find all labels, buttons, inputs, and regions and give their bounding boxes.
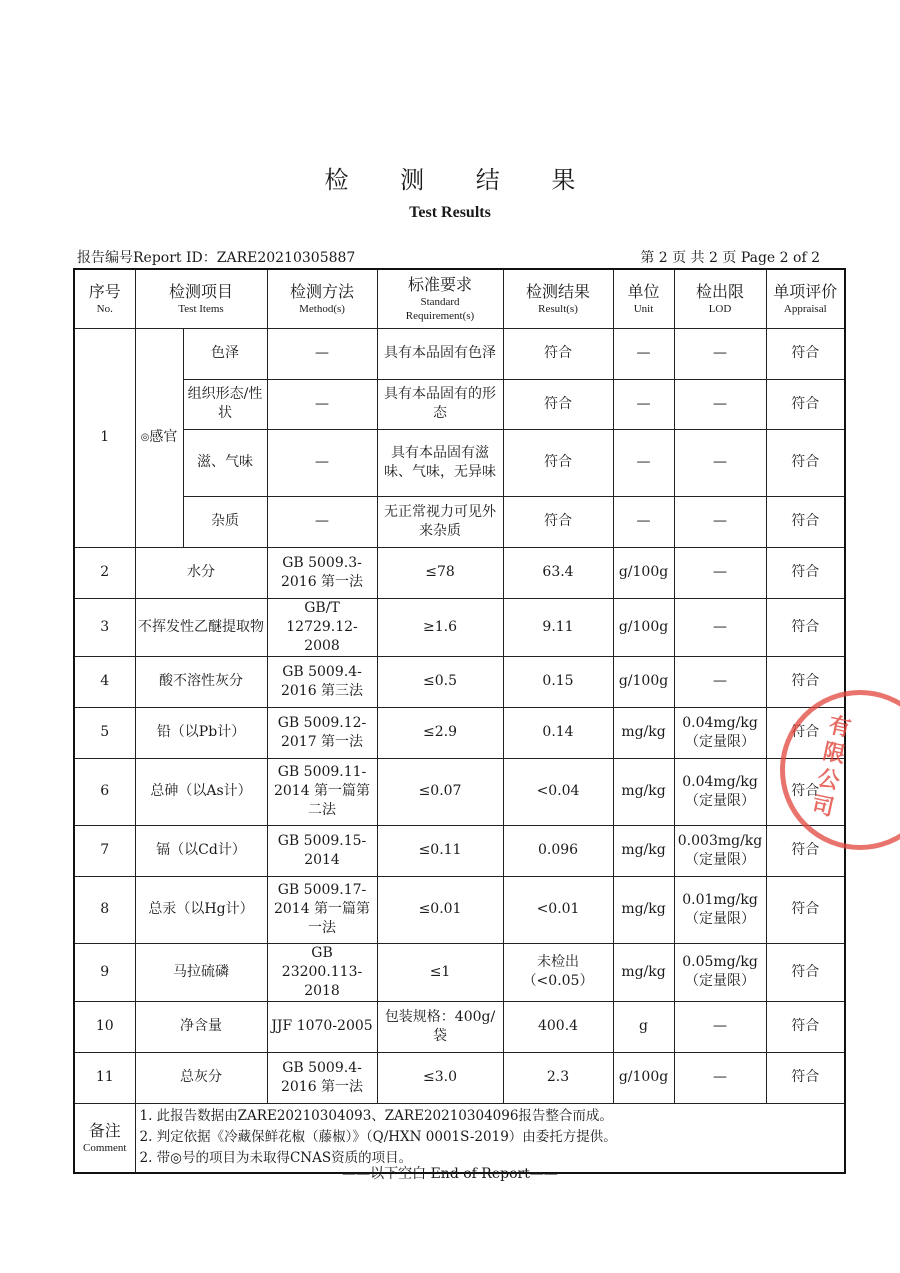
table-row [74, 1052, 845, 1103]
comment-label-cn: 备注 [88, 1120, 121, 1140]
result-cell: 符合 [503, 379, 613, 429]
requirement-cell: ≤78 [377, 547, 503, 598]
header-item: 检测项目 Test Items [135, 269, 267, 328]
unit-cell: g/100g [613, 598, 674, 656]
comment-line: 2. 带◎号的项目为未取得CNAS资质的项目。 [139, 1149, 413, 1166]
lod-cell: 0.04mg/kg（定量限） [674, 707, 766, 758]
lod-cell: — [674, 496, 766, 547]
header-no: 序号 No. [74, 269, 135, 328]
lod-cell: — [674, 547, 766, 598]
comment-line: 2. 判定依据《冷藏保鲜花椒（藤椒）》（Q/HXN 0001S-2019）由委托方提供。 [139, 1128, 617, 1145]
comment-line: 1. 此报告数据由ZARE20210304093、ZARE20210304096报告整合而成。 [139, 1107, 613, 1124]
method-cell: GB 5009.4-2016 第一法 [267, 1052, 377, 1103]
method-cell: — [267, 328, 377, 379]
sensory-group-label: 感官 [149, 429, 178, 445]
test-item: 总砷（以As计） [135, 758, 267, 825]
result-cell: 符合 [503, 496, 613, 547]
appraisal-cell: 符合 [766, 379, 845, 429]
unit-cell: mg/kg [613, 876, 674, 943]
requirement-cell: ≤1 [377, 943, 503, 1001]
test-item: 铅（以Pb计） [135, 707, 267, 758]
method-cell: GB 23200.113-2018 [267, 943, 377, 1001]
row-no: 3 [74, 598, 135, 656]
unit-cell: — [613, 429, 674, 496]
test-item: 总汞（以Hg计） [135, 876, 267, 943]
row-no: 9 [74, 943, 135, 1001]
requirement-cell: 具有本品固有滋味、气味，无异味 [377, 429, 503, 496]
method-cell: GB 5009.11-2014 第一篇第二法 [267, 758, 377, 825]
unit-cell: — [613, 379, 674, 429]
sensory-group [135, 328, 183, 547]
table-row [74, 496, 845, 547]
test-item: 净含量 [135, 1001, 267, 1052]
header-result: 检测结果 Result(s) [503, 269, 613, 328]
appraisal-cell: 符合 [766, 547, 845, 598]
lod-cell: — [674, 656, 766, 707]
lod-cell: — [674, 379, 766, 429]
appraisal-cell: 符合 [766, 707, 845, 758]
row-no: 8 [74, 876, 135, 943]
test-item: 不挥发性乙醚提取物 [135, 598, 267, 656]
table-row [74, 758, 845, 825]
end-of-report: ——以下空白 End of Report—— [342, 1166, 558, 1182]
lod-cell: 0.01mg/kg（定量限） [674, 876, 766, 943]
row-no: 5 [74, 707, 135, 758]
result-cell: 63.4 [503, 547, 613, 598]
table-row [74, 876, 845, 943]
table-row [74, 429, 845, 496]
report-meta [77, 247, 820, 267]
test-subitem: 滋、气味 [183, 429, 267, 496]
table-row [74, 547, 845, 598]
method-cell: — [267, 496, 377, 547]
lod-cell: — [674, 429, 766, 496]
appraisal-cell: 符合 [766, 598, 845, 656]
requirement-cell: ≤0.5 [377, 656, 503, 707]
lod-cell: — [674, 1001, 766, 1052]
table-row [74, 656, 845, 707]
method-cell: JJF 1070-2005 [267, 1001, 377, 1052]
requirement-cell: 无正常视力可见外来杂质 [377, 496, 503, 547]
method-cell: GB 5009.12-2017 第一法 [267, 707, 377, 758]
row-no: 6 [74, 758, 135, 825]
unit-cell: g/100g [613, 547, 674, 598]
requirement-cell: ≤0.01 [377, 876, 503, 943]
result-cell: 9.11 [503, 598, 613, 656]
appraisal-cell: 符合 [766, 429, 845, 496]
test-item: 水分 [135, 547, 267, 598]
non-cnas-mark: ◎ [140, 432, 150, 443]
test-item: 总灰分 [135, 1052, 267, 1103]
method-cell: — [267, 429, 377, 496]
appraisal-cell: 符合 [766, 758, 845, 825]
appraisal-cell: 符合 [766, 943, 845, 1001]
requirement-cell: 包装规格：400g/袋 [377, 1001, 503, 1052]
requirement-cell: ≤2.9 [377, 707, 503, 758]
table-row [74, 379, 845, 429]
appraisal-cell: 符合 [766, 656, 845, 707]
result-cell: <0.04 [503, 758, 613, 825]
company-seal-text: 有限公司 [809, 712, 854, 822]
unit-cell: g/100g [613, 656, 674, 707]
page-info: 第 2 页 共 2 页 Page 2 of 2 [640, 250, 820, 266]
table-row [74, 328, 845, 379]
test-item: 酸不溶性灰分 [135, 656, 267, 707]
table-row [74, 943, 845, 1001]
requirement-cell: ≤0.07 [377, 758, 503, 825]
table-row [74, 598, 845, 656]
comment-label-en: Comment [83, 1141, 127, 1154]
unit-cell: — [613, 328, 674, 379]
row-no: 7 [74, 825, 135, 876]
row-no: 2 [74, 547, 135, 598]
unit-cell: mg/kg [613, 943, 674, 1001]
method-cell: — [267, 379, 377, 429]
result-cell: 符合 [503, 328, 613, 379]
method-cell: GB 5009.17-2014 第一篇第一法 [267, 876, 377, 943]
header-appraisal: 单项评价 Appraisal [766, 269, 845, 328]
result-cell: 符合 [503, 429, 613, 496]
test-subitem: 杂质 [183, 496, 267, 547]
lod-cell: — [674, 1052, 766, 1103]
page-title-cn: 检 测 结 果 [324, 166, 598, 194]
test-item: 镉（以Cd计） [135, 825, 267, 876]
result-cell: <0.01 [503, 876, 613, 943]
unit-cell: g [613, 1001, 674, 1052]
appraisal-cell: 符合 [766, 825, 845, 876]
row-no: 4 [74, 656, 135, 707]
result-cell: 2.3 [503, 1052, 613, 1103]
page-title-en: Test Results [409, 204, 491, 221]
result-cell: 0.15 [503, 656, 613, 707]
header-requirement: 标准要求 Standard Requirement(s) [377, 269, 503, 328]
requirement-cell: ≤3.0 [377, 1052, 503, 1103]
table-row [74, 707, 845, 758]
unit-cell: mg/kg [613, 825, 674, 876]
result-cell: 未检出（<0.05） [503, 943, 613, 1001]
row-no: 1 [74, 328, 135, 547]
method-cell: GB/T 12729.12-2008 [267, 598, 377, 656]
unit-cell: mg/kg [613, 758, 674, 825]
test-item: 马拉硫磷 [135, 943, 267, 1001]
appraisal-cell: 符合 [766, 876, 845, 943]
header-lod: 检出限 LOD [674, 269, 766, 328]
table-row [74, 825, 845, 876]
row-no: 10 [74, 1001, 135, 1052]
method-cell: GB 5009.3-2016 第一法 [267, 547, 377, 598]
unit-cell: g/100g [613, 1052, 674, 1103]
unit-cell: mg/kg [613, 707, 674, 758]
requirement-cell: 具有本品固有色泽 [377, 328, 503, 379]
appraisal-cell: 符合 [766, 496, 845, 547]
result-cell: 0.14 [503, 707, 613, 758]
header-row [74, 269, 845, 328]
result-cell: 0.096 [503, 825, 613, 876]
method-cell: GB 5009.15-2014 [267, 825, 377, 876]
row-no: 11 [74, 1052, 135, 1103]
test-subitem: 组织形态/性状 [183, 379, 267, 429]
header-unit: 单位 Unit [613, 269, 674, 328]
lod-cell: 0.04mg/kg（定量限） [674, 758, 766, 825]
appraisal-cell: 符合 [766, 328, 845, 379]
lod-cell: — [674, 598, 766, 656]
requirement-cell: 具有本品固有的形态 [377, 379, 503, 429]
appraisal-cell: 符合 [766, 1001, 845, 1052]
lod-cell: 0.003mg/kg（定量限） [674, 825, 766, 876]
lod-cell: — [674, 328, 766, 379]
result-cell: 400.4 [503, 1001, 613, 1052]
requirement-cell: ≤0.11 [377, 825, 503, 876]
table-row [74, 1001, 845, 1052]
method-cell: GB 5009.4-2016 第三法 [267, 656, 377, 707]
requirement-cell: ≥1.6 [377, 598, 503, 656]
test-subitem: 色泽 [183, 328, 267, 379]
lod-cell: 0.05mg/kg（定量限） [674, 943, 766, 1001]
appraisal-cell: 符合 [766, 1052, 845, 1103]
report-id: 报告编号Report ID：ZARE20210305887 [77, 250, 356, 266]
header-method: 检测方法 Method(s) [267, 269, 377, 328]
unit-cell: — [613, 496, 674, 547]
results-table [73, 268, 846, 1174]
